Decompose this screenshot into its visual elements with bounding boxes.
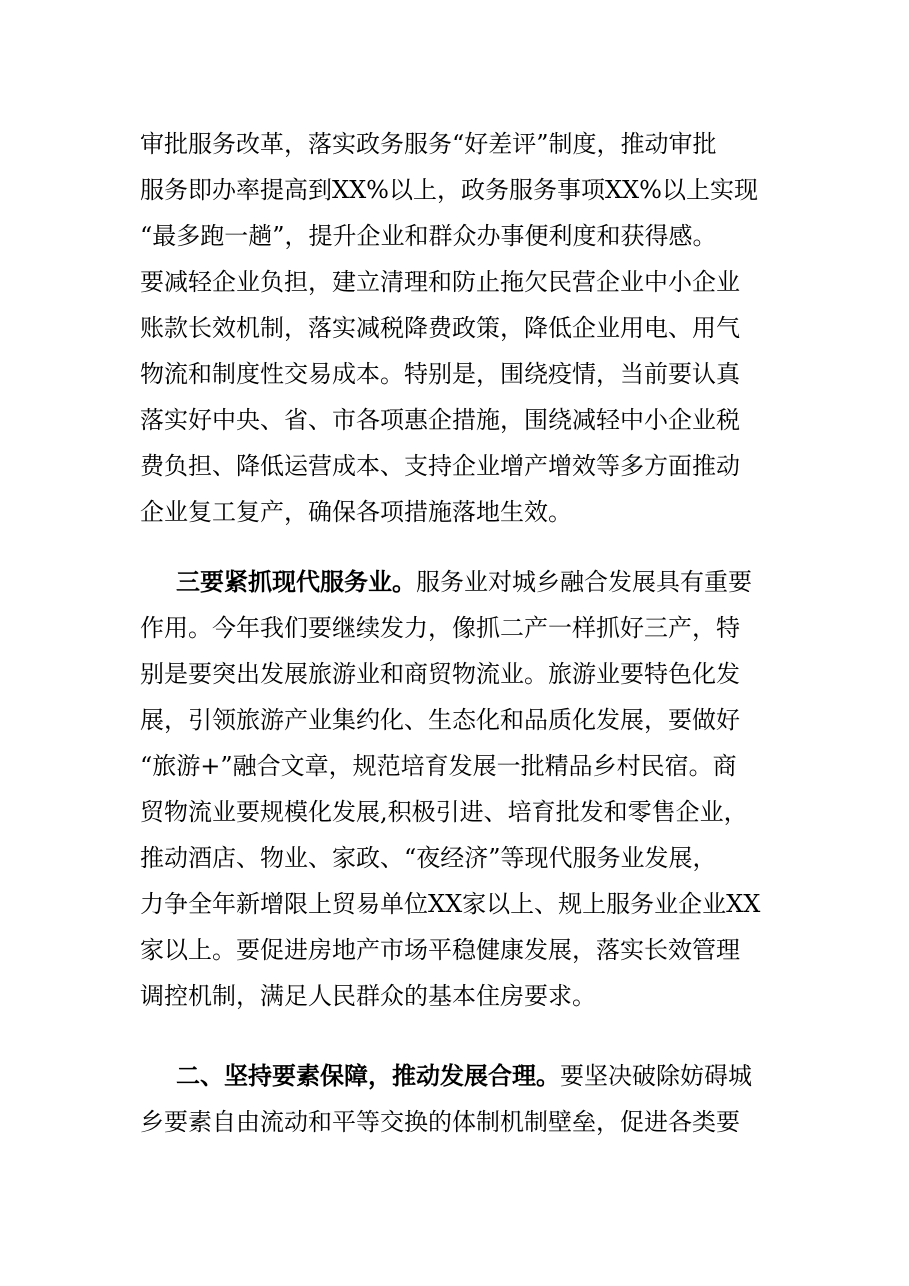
paragraph-factor-guarantee: [140, 1056, 780, 1148]
text-line: 调控机制，满足人民群众的基本住房要求。: [140, 982, 596, 1010]
text-line: 落实好中央、省、市各项惠企措施，围绕减轻中小企业税: [140, 406, 740, 434]
text-line: [176, 562, 752, 602]
text-line: [176, 1056, 752, 1096]
text-line: 力争全年新增限上贸易单位XX家以上、规上服务业企业XX: [140, 890, 761, 918]
text-line: 贸物流业要规模化发展,积极引进、培育批发和零售企业，: [140, 798, 748, 826]
paragraph-approval-reform: [140, 124, 780, 524]
text-line: 审批服务改革，落实政务服务“好差评”制度，推动审批: [140, 130, 717, 158]
text-line: 别是要突出发展旅游业和商贸物流业。旅游业要特色化发: [140, 660, 740, 688]
text-line: 乡要素自由流动和平等交换的体制机制壁垒，促进各类要: [140, 1108, 740, 1136]
text-span: 要坚决破除妨碍城: [560, 1062, 752, 1090]
text-line: 账款长效机制，落实减税降费政策，降低企业用电、用气: [140, 314, 740, 342]
section-heading: 三要紧抓现代服务业。: [176, 567, 416, 596]
text-line: 要减轻企业负担，建立清理和防止拖欠民营企业中小企业: [140, 268, 740, 296]
text-line: “最多跑一趟”，提升企业和群众办事便利度和获得感。: [140, 222, 717, 250]
text-line: 家以上。要促进房地产市场平稳健康发展，落实长效管理: [140, 936, 740, 964]
section-heading: 二、坚持要素保障，推动发展合理。: [176, 1061, 560, 1090]
text-line: 费负担、降低运营成本、支持企业增产增效等多方面推动: [140, 452, 740, 480]
text-line: 物流和制度性交易成本。特别是，围绕疫情，当前要认真: [140, 360, 740, 388]
text-line: 作用。今年我们要继续发力，像抓二产一样抓好三产，特: [140, 614, 740, 642]
text-line: 服务即办率提高到XX%以上，政务服务事项XX%以上实现: [140, 176, 758, 204]
text-line: 推动酒店、物业、家政、“夜经济”等现代服务业发展，: [140, 844, 717, 872]
text-line: “旅游+”融合文章，规范培育发展一批精品乡村民宿。商: [140, 752, 737, 780]
text-line: 展，引领旅游产业集约化、生态化和品质化发展，要做好: [140, 706, 740, 734]
paragraph-modern-services: [140, 562, 780, 1022]
text-span: 服务业对城乡融合发展具有重要: [416, 568, 752, 596]
text-line: 企业复工复产，确保各项措施落地生效。: [140, 498, 572, 526]
